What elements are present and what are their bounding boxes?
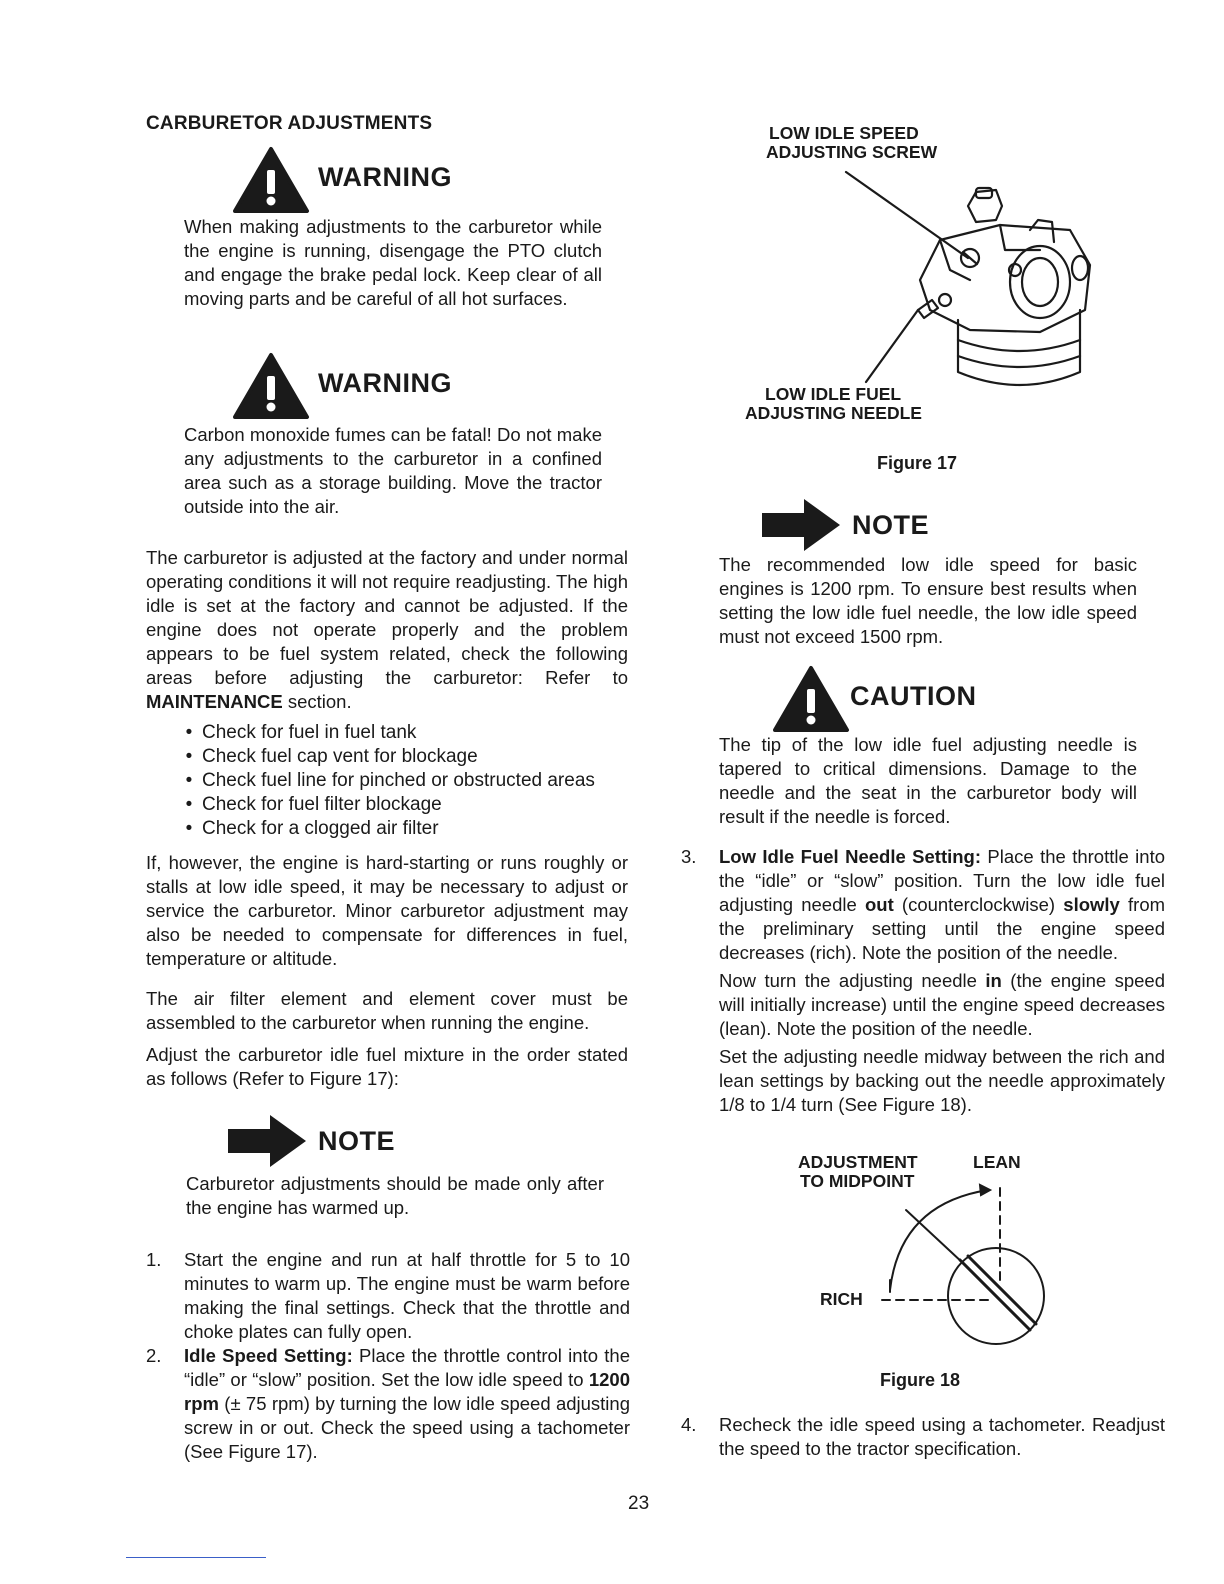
paragraph-4: Adjust the carburetor idle fuel mixture in the order stated as follows (Refer to Figure 17): — [146, 1044, 628, 1089]
note-header-right — [760, 497, 929, 553]
intro-text-before: The carburetor is adjusted at the factory and under normal operating conditions it will not require readjusting. The high idle is set at the factory and cannot be adjusted. If the engine does not operate properly and the problem appears to be fuel system related, check the following areas before adjusting the carburetor: Refer to — [146, 547, 628, 688]
step-text: Idle Speed Setting: Place the throttle control into the “idle” or “slow” position. Set the low idle speed to 1200 rpm (± 75 rpm) by turning the low idle speed adjusting screw in or out. Check the speed using a tachometer (See Figure 17). — [184, 1345, 630, 1462]
needle-adjustment-diagram — [860, 1180, 1060, 1350]
step-2 — [146, 1344, 630, 1464]
caution-title: CAUTION — [850, 680, 977, 711]
warning-title-1: WARNING — [318, 161, 452, 192]
note-text-right: The recommended low idle speed for basic engines is 1200 rpm. To ensure best results when setting the low idle fuel needle, the low idle speed must not exceed 1500 rpm. — [719, 554, 1137, 647]
fig18-label-rich: RICH — [820, 1289, 863, 1309]
list-item: • Check for fuel filter blockage — [185, 794, 442, 815]
intro-paragraph — [146, 546, 628, 714]
arrow-right-icon — [226, 1113, 308, 1169]
step-text: Start the engine and run at half throttle for 5 to 10 minutes to warm up. The engine must be warm before making the final settings. Check that the throttle and choke plates can fully open. — [184, 1249, 630, 1342]
fig17-label-top: LOW IDLE SPEED ADJUSTING SCREW — [766, 123, 938, 162]
figure18-caption: Figure 18 — [880, 1370, 961, 1390]
step-3 — [681, 845, 1165, 1117]
warning-header-2 — [232, 352, 452, 420]
section-title: CARBURETOR ADJUSTMENTS — [146, 113, 433, 134]
fig17-label-bottom: LOW IDLE FUEL ADJUSTING NEEDLE — [745, 384, 922, 423]
warning-text-1: When making adjustments to the carburetor while the engine is running, disengage the PTO clutch and engage the brake pedal lock. Keep clear of all moving parts and be careful of all hot surfaces. — [184, 216, 602, 309]
step-1 — [146, 1248, 630, 1344]
warning-text-2: Carbon monoxide fumes can be fatal! Do not make any adjustments to the carburetor in a confined area such as a storage building. Move the tractor outside into the air. — [184, 424, 602, 517]
list-item: • Check fuel cap vent for blockage — [185, 746, 478, 767]
warning-header-1 — [232, 146, 452, 214]
step-4 — [681, 1413, 1165, 1461]
figure17-caption: Figure 17 — [877, 453, 958, 473]
fig18-label-lean: LEAN — [973, 1152, 1021, 1172]
list-item: • Check for fuel in fuel tank — [185, 722, 417, 743]
warning-title-2: WARNING — [318, 367, 452, 398]
note-text-left: Carburetor adjustments should be made only after the engine has warmed up. — [186, 1173, 604, 1218]
intro-bold: MAINTENANCE — [146, 691, 283, 712]
arrow-right-icon — [760, 497, 842, 553]
warning-triangle-icon — [232, 352, 310, 420]
footer-rule — [126, 1557, 266, 1558]
page-number: 23 — [628, 1493, 650, 1514]
intro-text-after: section. — [282, 691, 352, 712]
caution-header — [772, 665, 977, 733]
caution-text: The tip of the low idle fuel adjusting needle is tapered to critical dimensions. Damage to the needle and the seat in the carburetor body will result if the needle is forced. — [719, 734, 1137, 827]
note-title-right: NOTE — [852, 509, 930, 540]
note-header-left — [226, 1113, 395, 1169]
note-title-left: NOTE — [318, 1125, 396, 1156]
step-number: 3. — [681, 846, 697, 867]
caution-triangle-icon — [772, 665, 850, 733]
fig18-label-adjust: ADJUSTMENT TO MIDPOINT — [798, 1152, 918, 1191]
paragraph-2: If, however, the engine is hard-starting or runs roughly or stalls at low idle speed, it may be necessary to adjust or service the carburetor. Minor carburetor adjustment may also be needed to compensate for differences in fuel, temperature or altitude. — [146, 852, 628, 969]
step-number: 4. — [681, 1414, 697, 1435]
check-list — [176, 721, 636, 841]
step-number: 1. — [146, 1249, 162, 1270]
list-item: • Check fuel line for pinched or obstructed areas — [185, 770, 595, 791]
list-item: • Check for a clogged air filter — [185, 818, 439, 839]
carburetor-diagram — [740, 150, 1120, 410]
warning-triangle-icon — [232, 146, 310, 214]
step-text: Low Idle Fuel Needle Setting: Place the throttle into the “idle” or “slow” position. Turn the low idle fuel adjusting needle out (counterclockwise) slowly from the preliminary setting until the engine speed decreases (rich). Note the position of the needle. Now turn the adjusting needle in (the engine speed will initially increase) until the engine speed decreases (lean). Note the position of the needle. Set the adjusting needle midway between the rich and lean settings by backing out the needle approximately 1/8 to 1/4 turn (See Figure 18). — [719, 846, 1166, 1115]
paragraph-3: The air filter element and element cover must be assembled to the carburetor when running the engine. — [146, 988, 628, 1033]
step-text: Recheck the idle speed using a tachometer. Readjust the speed to the tractor specification. — [719, 1414, 1165, 1459]
step-number: 2. — [146, 1345, 162, 1366]
